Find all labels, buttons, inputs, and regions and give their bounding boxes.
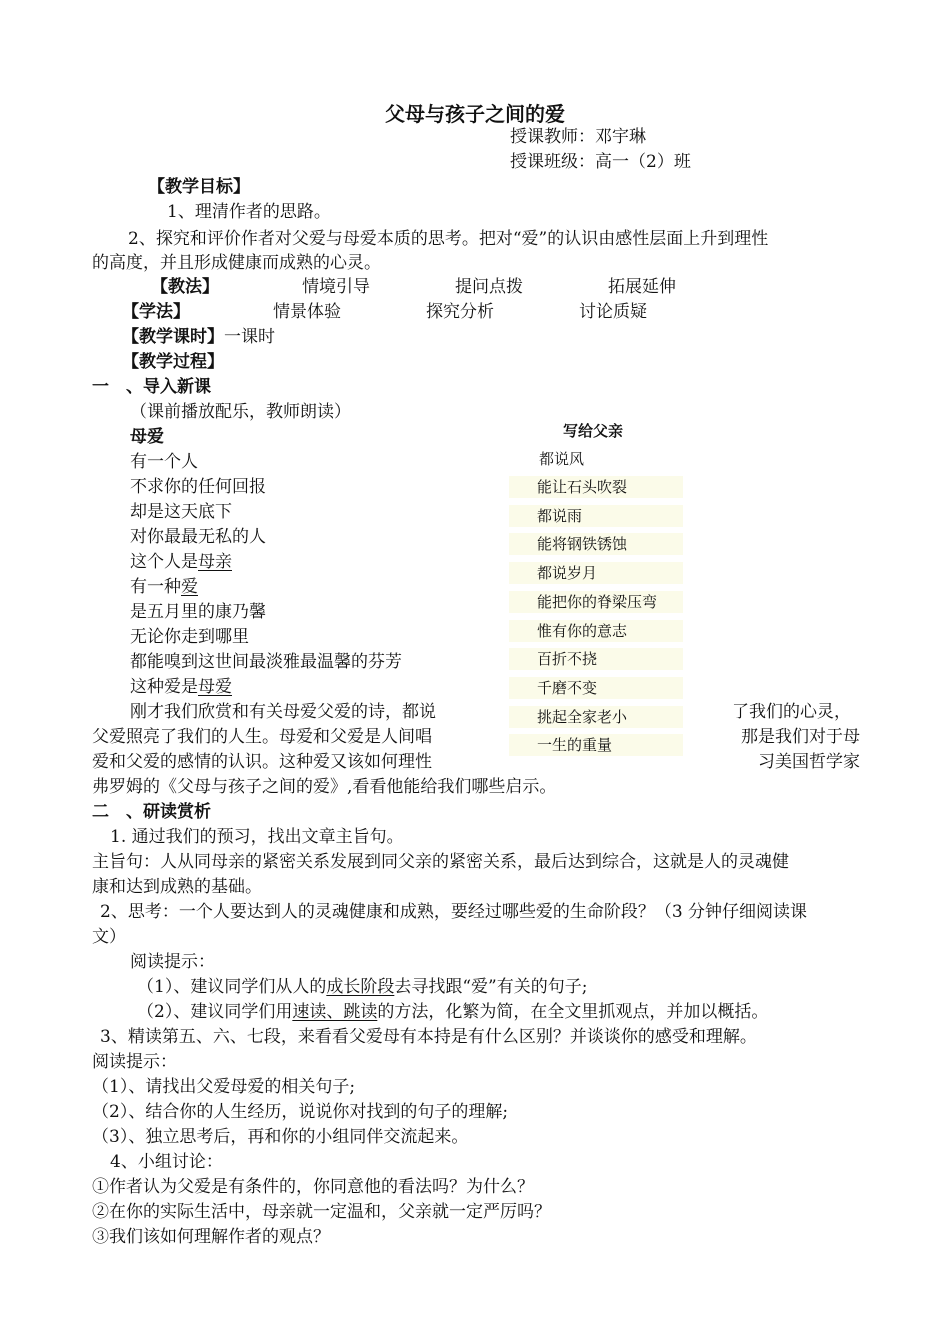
side-poem-text: 能让石头吹裂 [537,478,628,496]
side-poem-line [509,476,683,498]
poem-text: 这个人是 [130,552,198,572]
hint-text: 的方法，化繁为简，在全文里抓观点，并加以概括。 [377,1002,769,1022]
goals-heading: 【教学目标】 [148,177,250,197]
answer-1-line1: 主旨句：人从同母亲的紧密关系发展到同父亲的紧密关系，最后达到综合，这就是人的灵魂健 [92,852,789,872]
poem-underlined: 母爱 [198,677,232,697]
teacher-line: 授课教师：邓宇琳 [510,127,646,147]
hint3-item: （2）、结合你的人生经历，说说你对找到的句子的理解; [92,1102,509,1122]
class-line: 授课班级：高一（2）班 [510,152,691,172]
poem-line [130,576,198,598]
hint-underlined: 速读、跳读 [292,1002,378,1022]
poem-line: 无论你走到哪里 [130,627,249,647]
side-poem-text: 挑起全家老小 [537,708,628,726]
hint3-item: （3）、独立思考后，再和你的小组同伴交流起来。 [92,1127,469,1147]
process-heading: 【教学过程】 [122,352,224,372]
intro-para-line1-left: 刚才我们欣赏和有关母爱父爱的诗，都说 [130,702,436,722]
side-poem-line [509,562,683,584]
section1-heading: 一 、导入新课 [92,377,211,397]
goal-item-2-line1: 2、探究和评价作者对父爱与母爱本质的思考。把对“爱”的认识由感性层面上升到理性 [128,229,769,249]
side-poem-text: 能将钢铁锈蚀 [537,535,628,553]
hint-text: （1）、建议同学们从人的 [137,977,327,997]
hint-2 [137,1001,768,1023]
side-poem-title: 写给父亲 [563,422,624,440]
poem-line: 是五月里的康乃馨 [130,602,266,622]
poem-line: 不求你的任何回报 [130,477,266,497]
goal-item-2-line2: 的高度，并且形成健康而成熟的心灵。 [92,253,381,273]
intro-para-line2-right: 那是我们对于母 [741,727,860,747]
poem-line [130,551,232,573]
side-poem-text: 百折不挠 [537,650,598,668]
hours-value: 一课时 [224,327,275,347]
learn-method-3: 讨论质疑 [579,302,647,322]
intro-para-line4: 弗罗姆的《父母与孩子之间的爱》,看看他能给我们哪些启示。 [92,777,557,797]
poem-line: 都能嗅到这世间最淡雅最温馨的芬芳 [130,652,402,672]
side-poem-line [509,533,683,555]
teach-method-2: 提问点拨 [455,277,523,297]
hint-label: 阅读提示： [130,952,215,972]
side-poem-line [509,505,683,527]
hint3-label: 阅读提示： [92,1052,177,1072]
poem-line [130,676,232,698]
hint-underlined: 成长阶段 [326,977,395,997]
teach-method-heading: 【教法】 [151,277,219,297]
question-2-line1: 2、思考：一个人要达到人的灵魂健康和成熟，要经过哪些爱的生命阶段？（3 分钟仔细阅读课 [100,902,808,922]
intro-para-line3-right: 习美国哲学家 [758,752,860,772]
question-2-line2: 文） [92,927,126,947]
side-poem-line: 都说风 [539,450,585,468]
goal-item-1: 1、理清作者的思路。 [167,202,331,222]
section2-heading: 二 、研读赏析 [92,802,211,822]
intro-para-line3-left: 爱和父爱的感情的认识。这种爱又该如何理性 [92,752,432,772]
side-poem-line [509,734,683,756]
teach-method-1: 情境引导 [302,277,370,297]
side-poem-text: 惟有你的意志 [537,622,628,640]
poem-underlined: 母亲 [198,552,232,572]
side-poem-text: 都说雨 [537,507,583,525]
poem-text: 这种爱是 [130,677,198,697]
hint-1 [137,976,587,998]
question-3: 3、精读第五、六、七段，来看看父爱母有本持是有什么区别？并谈谈你的感受和理解。 [100,1027,757,1047]
discussion-item: ①作者认为父爱是有条件的，你同意他的看法吗？为什么？ [92,1177,534,1197]
learn-method-heading: 【学法】 [122,302,190,322]
side-poem-text: 都说岁月 [537,564,598,582]
hint-text: （2）、建议同学们用 [137,1002,293,1022]
side-poem-line [509,677,683,699]
side-poem-line [509,706,683,728]
side-poem-line [509,620,683,642]
answer-1-line2: 康和达到成熟的基础。 [92,877,262,897]
question-1: 1. 通过我们的预习，找出文章主旨句。 [110,827,404,847]
teach-method-3: 拓展延伸 [608,277,676,297]
intro-para-line1-right: 了我们的心灵， [732,702,851,722]
section1-note: （课前播放配乐，教师朗读） [130,402,351,422]
document-title: 父母与孩子之间的爱 [385,102,565,126]
side-poem-line [509,591,683,613]
discussion-item: ②在你的实际生活中，母亲就一定温和，父亲就一定严厉吗？ [92,1202,551,1222]
hours-heading: 【教学课时】 [122,327,224,347]
hint3-item: （1）、请找出父爱母爱的相关句子; [92,1077,356,1097]
poem-underlined: 爱 [181,577,198,597]
side-poem-line [509,648,683,670]
hint-text: 去寻找跟“爱”有关的句子; [394,977,588,997]
hours-line [122,326,275,348]
side-poem-text: 一生的重量 [537,736,613,754]
question-4: 4、小组讨论： [110,1152,223,1172]
poem-line: 却是这天底下 [130,502,232,522]
poem-text: 有一种 [130,577,181,597]
side-poem-text: 能把你的脊梁压弯 [537,593,658,611]
learn-method-2: 探究分析 [426,302,494,322]
poem-line: 对你最最无私的人 [130,527,266,547]
poem-title: 母爱 [130,427,164,447]
intro-para-line2-left: 父爱照亮了我们的人生。母爱和父爱是人间唱 [92,727,432,747]
learn-method-1: 情景体验 [273,302,341,322]
discussion-item: ③我们该如何理解作者的观点？ [92,1227,330,1247]
poem-line: 有一个人 [130,452,198,472]
side-poem-text: 千磨不变 [537,679,598,697]
